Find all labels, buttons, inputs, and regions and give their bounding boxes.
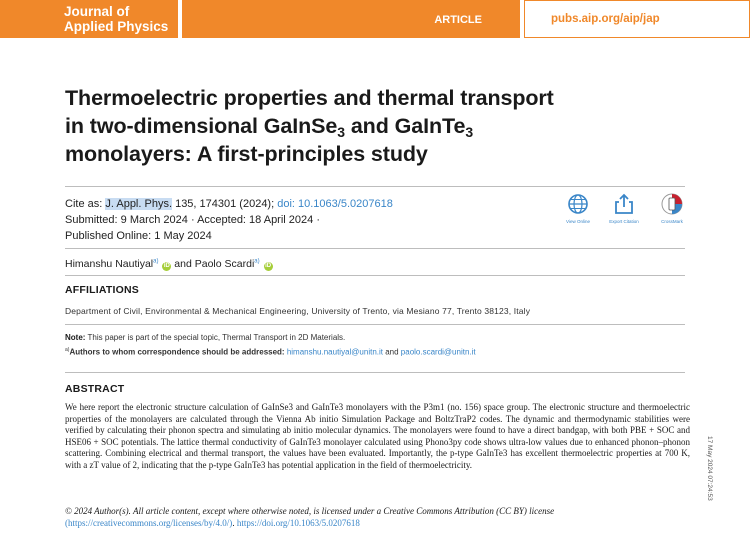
correspondence-line: [65, 347, 476, 357]
divider-abstract: [65, 372, 685, 373]
license-separator: .: [232, 517, 237, 528]
author-conjunction: and: [171, 258, 195, 270]
note-text: This paper is part of the special topic, Thermal Transport in 2D Materials.: [85, 333, 346, 342]
journal-name-line1: Journal of: [64, 4, 130, 19]
article-type-label: ARTICLE: [182, 0, 520, 38]
title-subscript2: 3: [465, 124, 473, 140]
special-topic-note: [65, 333, 345, 342]
orcid-icon[interactable]: iD: [163, 263, 170, 269]
cite-ref: 135, 174301 (2024);: [172, 198, 278, 210]
crossmark-icon: [661, 193, 683, 215]
citation-block: [65, 196, 393, 244]
title-line1: Thermoelectric properties and thermal transport: [65, 86, 554, 110]
journal-name-line2: Applied Physics: [64, 19, 169, 34]
abstract-heading: ABSTRACT: [65, 383, 125, 395]
journal-url-link[interactable]: pubs.aip.org/aip/jap: [524, 0, 750, 38]
orcid-icon[interactable]: iD: [265, 263, 272, 269]
paper-title: [65, 84, 685, 168]
email-link-2[interactable]: paolo.scardi@unitn.it: [400, 347, 476, 357]
author-1-affiliation-marker: a): [153, 258, 159, 265]
cite-line: [65, 196, 393, 212]
journal-header: [0, 0, 750, 40]
author-list: [65, 258, 273, 271]
cc-license-link[interactable]: (https://creativecommons.org/licenses/by/4.0/): [65, 517, 233, 528]
divider-affiliations: [65, 275, 685, 276]
license-statement: [65, 506, 690, 529]
export-citation-button[interactable]: [606, 193, 642, 224]
correspondence-label: Authors to whom correspondence should be addressed:: [69, 347, 285, 357]
affiliation-text: Department of Civil, Environmental & Mechanical Engineering, University of Trento, via Mesiano 77, Trento 38123, Italy: [65, 306, 531, 316]
note-label: Note:: [65, 333, 86, 342]
title-line2: [65, 112, 685, 140]
published-line: Published Online: 1 May 2024: [65, 230, 212, 242]
export-citation-label: Export Citation: [609, 219, 639, 224]
doi-link[interactable]: doi: 10.1063/5.0207618: [277, 198, 393, 210]
title-subscript1: 3: [337, 124, 345, 140]
affiliations-heading: AFFILIATIONS: [65, 284, 139, 296]
cite-label: Cite as:: [65, 198, 106, 210]
divider-note: [65, 324, 685, 325]
submitted-line: Submitted: 9 March 2024 · Accepted: 18 April 2024 ·: [65, 214, 320, 226]
view-online-label: View Online: [566, 219, 590, 224]
doi-url-link[interactable]: https://doi.org/10.1063/5.0207618: [236, 517, 360, 528]
view-online-button[interactable]: [560, 193, 596, 224]
email-link-1[interactable]: himanshu.nautiyal@unitn.it: [284, 347, 383, 357]
title-line2-part1: in two-dimensional GaInSe: [65, 114, 338, 138]
license-text: © 2024 Author(s). All article content, except where otherwise noted, is licensed under a Creative Commons Attribution (CC BY) license: [65, 506, 555, 516]
title-line3: monolayers: A first-principles study: [65, 142, 428, 166]
journal-name[interactable]: [0, 0, 178, 38]
divider-authors: [65, 248, 685, 249]
export-icon: [613, 193, 635, 215]
globe-icon: [567, 193, 589, 215]
crossmark-button[interactable]: [654, 193, 690, 224]
crossmark-label: CrossMark: [661, 219, 683, 224]
author-name-2[interactable]: Paolo Scardi: [194, 258, 255, 270]
article-tools: [560, 193, 700, 233]
divider-top: [65, 186, 685, 187]
download-timestamp: 17 May 2024 07:24:53: [706, 436, 713, 501]
author-name-1[interactable]: Himanshu Nautiyal: [65, 258, 154, 270]
correspondence-marker: a): [65, 347, 70, 353]
abstract-text: We here report the electronic structure calculation of GaInSe3 and GaInTe3 monolayers with the P3m1 (no. 156) space group. The electronic structure and thermoelectric properties of the monolayers are calculated through the Vienna Ab initio Simulation Package and BoltzTraP2 codes. The dynamic and thermodynamic stabilities were verified by calculating their phonon spectra and simulating ab initio molecular dynamics. The monolayers were found to have a direct bandgap, with both PBE + SOC and HSE06 + SOC potentials. The lattice thermal conductivity of GaInTe3 monolayer calculated using Phono3py code shows ultra-low values due to enhanced phonon–phonon scattering. Combining electrical and thermal transport, the values have been evaluated. Importantly, the p-type GaInTe3 has excellent thermoelectric properties at 700 K, with a zT value of 2, indicating that the p-type GaInTe3 has potential application in the field of thermoelectricity.: [65, 402, 690, 470]
title-line2-part2: and GaInTe: [344, 114, 466, 138]
correspondence-and: and: [383, 347, 401, 357]
author-2-affiliation-marker: a): [254, 258, 260, 265]
cite-journal: J. Appl. Phys.: [105, 198, 173, 210]
